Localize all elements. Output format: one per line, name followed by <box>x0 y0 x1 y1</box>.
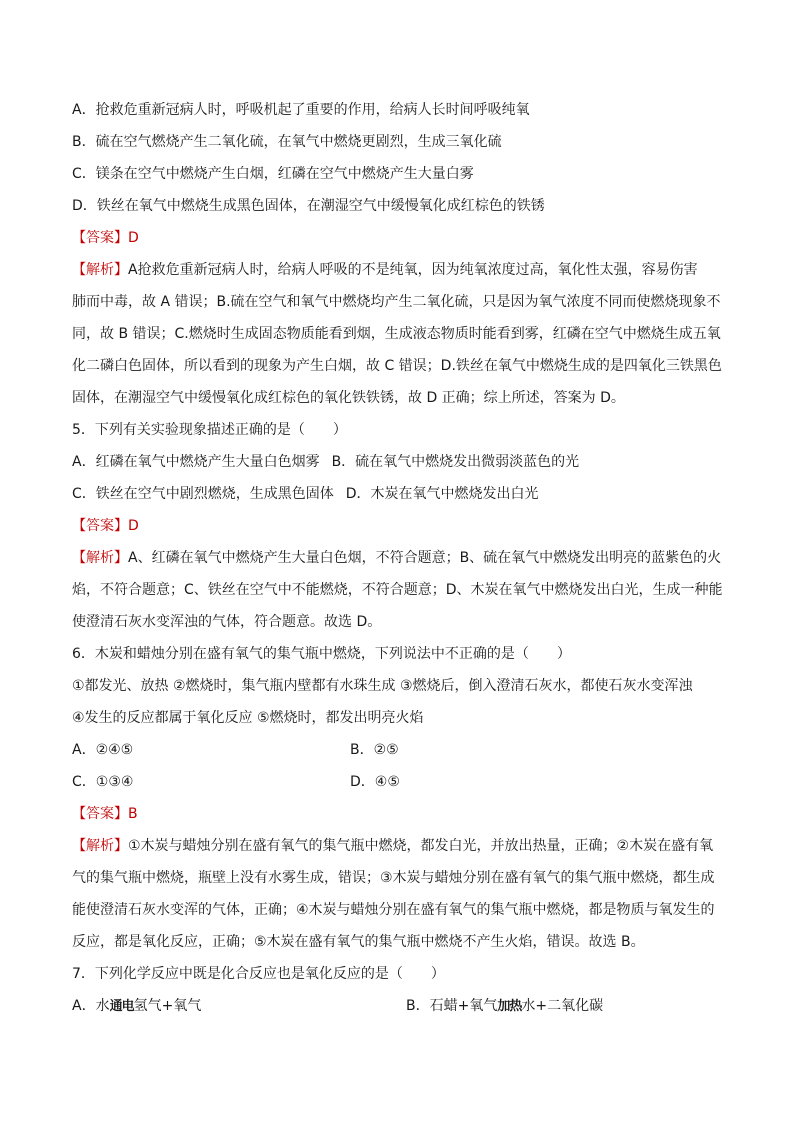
q4-analysis-line <box>72 260 698 280</box>
analysis-text: A抢救危重新冠病人时，给病人呼吸的不是纯氧，因为纯氧浓度过高，氧化性太强，容易伤害 <box>128 262 698 278</box>
q6-analysis-line: 气的集气瓶中燃烧，瓶壁上没有水雾生成，错误；③木炭与蜡烛分别在盛有氧气的集气瓶中燃烧，都生成 <box>72 870 715 886</box>
q7-option-a-reactant: A．水 <box>72 998 110 1014</box>
q4-option-c: C．镁条在空气中燃烧产生白烟，红磷在空气中燃烧产生大量白雾 <box>72 166 474 182</box>
answer-value: B <box>128 806 138 822</box>
q6-statements-2: ④发生的反应都属于氧化反应 ⑤燃烧时，都发出明亮火焰 <box>72 710 424 726</box>
analysis-text: ①木炭与蜡烛分别在盛有氧气的集气瓶中燃烧，都发白光，并放出热量，正确；②木炭在盛有氧 <box>128 838 714 854</box>
answer-value: D <box>128 518 139 534</box>
q5-analysis-line: 使澄清石灰水变浑浊的气体，符合题意。故选 D。 <box>72 614 382 630</box>
q5-options-row2 <box>72 484 539 504</box>
analysis-label: 【解析】 <box>72 550 128 566</box>
q6-stem: 6．木炭和蜡烛分别在盛有氧气的集气瓶中燃烧，下列说法中不正确的是（ ） <box>72 646 571 662</box>
q6-option-d: D．④⑤ <box>350 774 400 790</box>
q6-analysis-line: 反应，都是氧化反应，正确；⑤木炭在盛有氧气的集气瓶中燃烧不产生火焰，错误。故选 B。 <box>72 934 645 950</box>
q6-analysis-line: 能使澄清石灰水变浑的气体，正确；④木炭与蜡烛分别在盛有氧气的集气瓶中燃烧，都是物质与氧发生的 <box>72 902 715 918</box>
answer-label: 【答案】 <box>72 230 128 246</box>
answer-label: 【答案】 <box>72 806 128 822</box>
q4-analysis-line: 同，故 B 错误；C.燃烧时生成固态物质能看到烟，生成液态物质时能看到雾，红磷在空气中燃烧生成五氧 <box>72 326 721 342</box>
q7-option-a-product: 氢气+氧气 <box>133 998 202 1014</box>
q5-option-c: C．铁丝在空气中剧烈燃烧，生成黑色固体 <box>72 486 334 502</box>
q7-option-b-reactant: B．石蜡+氧气 <box>406 998 498 1014</box>
q6-statements-1: ①都发光、放热 ②燃烧时，集气瓶内壁都有水珠生成 ③燃烧后，倒入澄清石灰水，都使石灰水变浑浊 <box>72 678 693 694</box>
q5-analysis-line: 焰，不符合题意；C、铁丝在空气中不能燃烧，不符合题意；D、木炭在氧气中燃烧发出白光，生成一种能 <box>72 582 723 598</box>
q5-option-b: B．硫在氧气中燃烧发出微弱淡蓝色的光 <box>331 454 580 470</box>
q6-option-c: C．①③④ <box>72 774 134 790</box>
q4-option-b: B．硫在空气燃烧产生二氧化硫，在氧气中燃烧更剧烈，生成三氧化硫 <box>72 134 502 150</box>
q4-answer <box>72 228 139 248</box>
q5-option-a: A．红磷在氧气中燃烧产生大量白色烟雾 <box>72 454 320 470</box>
q7-option-a <box>72 996 201 1017</box>
q6-analysis-line <box>72 836 713 856</box>
q4-analysis-line: 固体，在潮湿空气中缓慢氧化成红棕色的氧化铁铁锈，故 D 正确；综上所述，答案为 D。 <box>72 390 625 406</box>
answer-label: 【答案】 <box>72 518 128 534</box>
q7-option-b-product: 水+二氧化碳 <box>521 998 604 1014</box>
q4-option-a: A．抢救危重新冠病人时，呼吸机起了重要的作用，给病人长时间呼吸纯氧 <box>72 102 530 118</box>
q5-analysis-line <box>72 548 721 568</box>
q7-stem: 7．下列化学反应中既是化合反应也是氧化反应的是（ ） <box>72 966 445 982</box>
q6-option-a: A．②④⑤ <box>72 742 134 758</box>
q4-analysis-line: 化二磷白色固体，所以看到的现象为产生白烟，故 C 错误；D.铁丝在氧气中燃烧生成的是四氧化三铁黑色 <box>72 358 722 374</box>
answer-value: D <box>128 230 139 246</box>
q5-options-row1 <box>72 452 579 472</box>
q5-stem: 5．下列有关实验现象描述正确的是（ ） <box>72 422 347 438</box>
analysis-text: A、红磷在氧气中燃烧产生大量白色烟，不符合题意；B、硫在氧气中燃烧发出明亮的蓝紫色的火 <box>128 550 722 566</box>
q7-option-b <box>406 996 603 1017</box>
q4-analysis-line: 肺而中毒，故 A 错误；B.硫在空气和氧气中燃烧均产生二氧化硫，只是因为氧气浓度不同而使燃烧现象不 <box>72 294 721 310</box>
q5-option-d: D．木炭在氧气中燃烧发出白光 <box>345 486 539 502</box>
reaction-condition: 通电 <box>109 999 134 1014</box>
q6-answer <box>72 804 138 824</box>
analysis-label: 【解析】 <box>72 838 128 854</box>
q4-option-d: D．铁丝在氧气中燃烧生成黑色固体，在潮湿空气中缓慢氧化成红棕色的铁锈 <box>72 198 545 214</box>
q6-option-b: B．②⑤ <box>350 742 399 758</box>
q5-answer <box>72 516 139 536</box>
analysis-label: 【解析】 <box>72 262 128 278</box>
reaction-condition: 加热 <box>497 999 522 1014</box>
